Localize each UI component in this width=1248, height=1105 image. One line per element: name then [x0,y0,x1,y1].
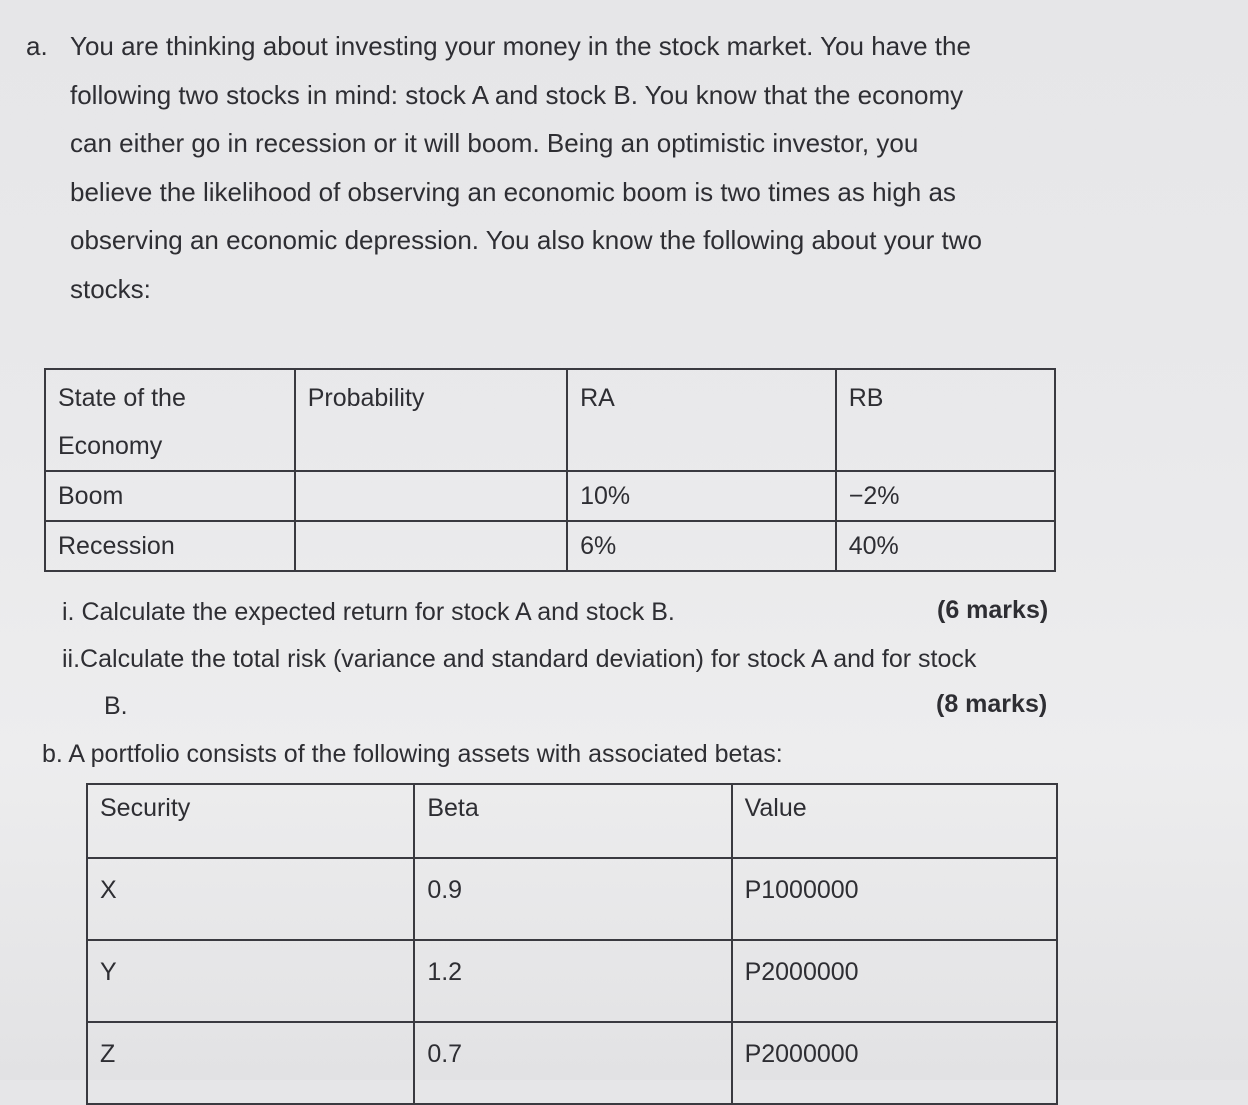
question-a-line: observing an economic depression. You also know the following about your two [70,225,983,255]
cell-rb: 40% [836,521,1055,571]
cell-beta: 0.9 [414,858,731,940]
cell-state: Boom [45,471,295,521]
question-a-line: You are thinking about investing your money in the stock market. You have the [70,31,971,61]
question-a-line: following two stocks in mind: stock A and stock B. You know that the economy [70,79,964,110]
marks-ii: (8 marks) [936,690,1048,718]
question-a-line: stocks: [70,273,151,304]
header-ra: RA [567,369,836,471]
question-a-line: can either go in recession or it will boom. Being an optimistic investor, you [70,128,919,158]
cell-ra: 10% [567,471,836,521]
table-row [87,858,1057,940]
table-row [87,1022,1057,1104]
table-row [45,521,1055,571]
question-a-label: a. [26,31,48,61]
cell-probability [295,471,567,521]
cell-value: P2000000 [732,1022,1057,1104]
returns-table [44,368,1056,572]
header-rb: RB [836,369,1055,471]
header-security: Security [87,784,414,858]
cell-beta: 1.2 [414,940,731,1022]
cell-value: P2000000 [732,940,1057,1022]
question-a-line: believe the likelihood of observing an economic boom is two times as high as [70,176,956,207]
sub-question-ii-continued: B. [104,692,128,720]
table-header-row [87,784,1057,858]
cell-security: X [87,858,414,940]
table-header-row [45,369,1055,471]
cell-state: Recession [45,521,295,571]
cell-ra: 6% [567,521,836,571]
sub-question-ii: ii.Calculate the total risk (variance and standard deviation) for stock A and for stock [62,645,977,673]
cell-beta: 0.7 [414,1022,731,1104]
table-row [45,471,1055,521]
cell-security: Z [87,1022,414,1104]
header-state-of-economy: State of the Economy [45,369,295,471]
cell-probability [295,521,567,571]
cell-value: P1000000 [732,858,1057,940]
question-a-text [70,22,1056,313]
portfolio-table [86,783,1058,1105]
header-beta: Beta [414,784,731,858]
question-b: b. A portfolio consists of the following assets with associated betas: [42,740,783,768]
table-row [87,940,1057,1022]
cell-rb: −2% [836,471,1055,521]
question-a [26,22,1056,313]
sub-question-i: i. Calculate the expected return for stock A and stock B. [62,598,675,626]
marks-i: (6 marks) [937,596,1049,624]
cell-security: Y [87,940,414,1022]
header-value: Value [732,784,1057,858]
header-probability: Probability [295,369,567,471]
